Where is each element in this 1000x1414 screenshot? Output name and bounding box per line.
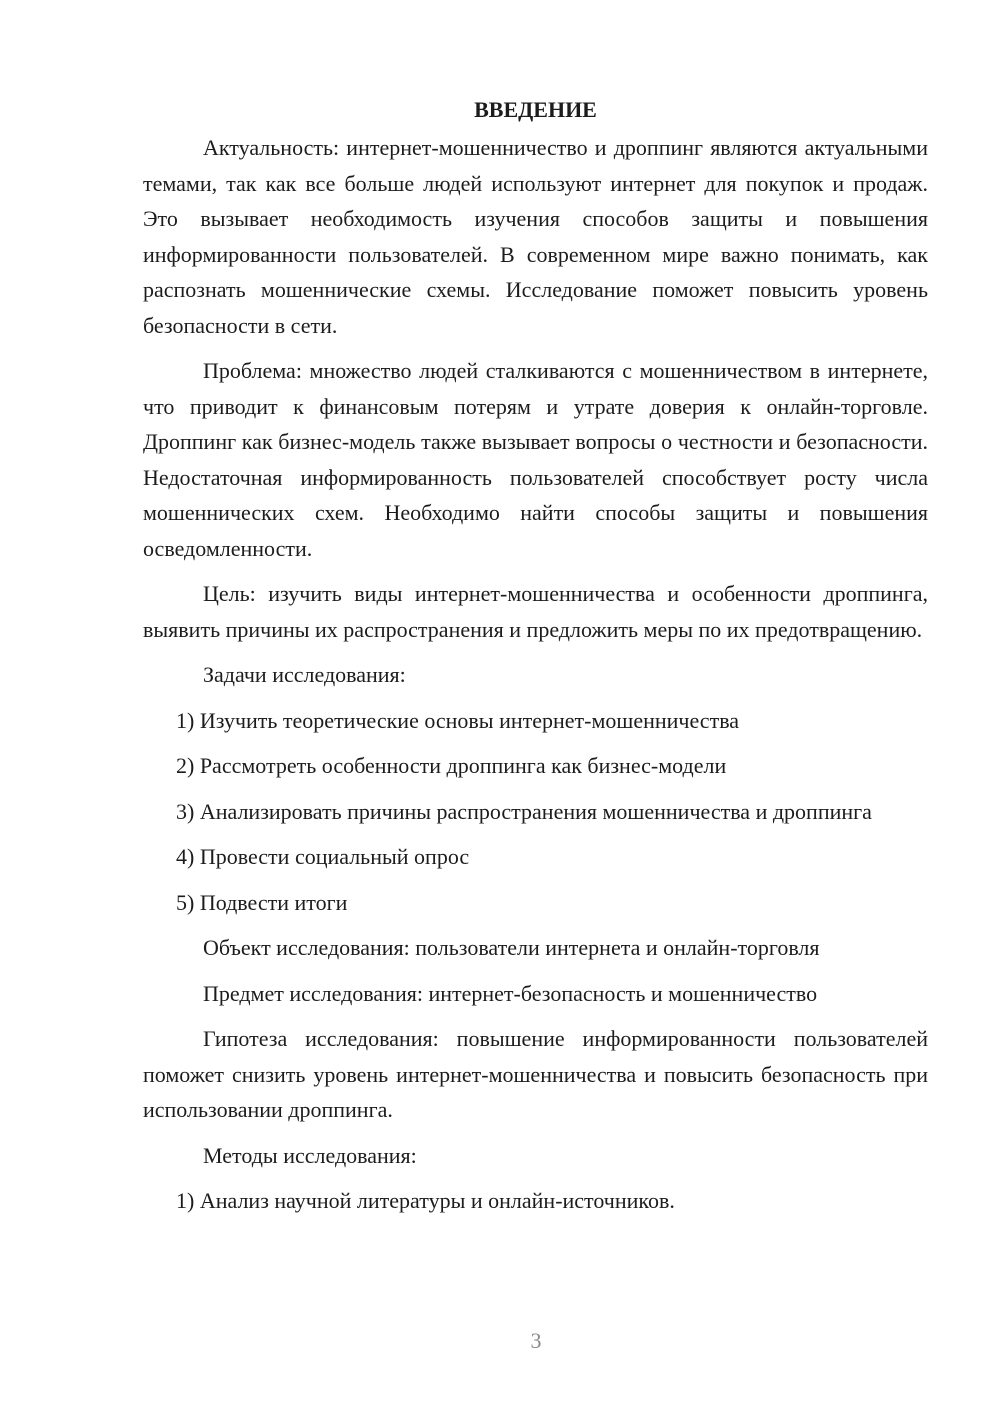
method-item: 1) Анализ научной литературы и онлайн-источников. <box>176 1188 675 1213</box>
paragraph-hypothesis: Гипотеза исследования: повышение информированности пользователей поможет снизить уровень интернет-мошенничества и повысить безопасность при использовании дроппинга. <box>143 1026 928 1122</box>
paragraph-problem: Проблема: множество людей сталкиваются с мошенничеством в интернете, что приводит к финансовым потерям и утрате доверия к онлайн-торговле. Дроппинг как бизнес-модель также вызывает вопросы о честности и безопасности. Недостаточная информированность пользователей способствует росту числа мошеннических схем. Необходимо найти способы защиты и повышения осведомленности. <box>143 358 928 561</box>
paragraph-relevance: Актуальность: интернет-мошенничество и дроппинг являются актуальными темами, так как все больше людей используют интернет для покупок и продаж. Это вызывает необходимость изучения способов защиты и повышения информированности пользователей. В современном мире важно понимать, как распознать мошеннические схемы. Исследование поможет повысить уровень безопасности в сети. <box>143 135 928 338</box>
task-item: 1) Изучить теоретические основы интернет-мошенничества <box>176 707 740 733</box>
section-title: ВВЕДЕНИЕ <box>474 97 597 122</box>
task-item: 3) Анализировать причины распространения мошенничества и дроппинга <box>176 798 872 824</box>
research-object: Объект исследования: пользователи интернета и онлайн-торговля <box>203 935 820 960</box>
paragraph-goal: Цель: изучить виды интернет-мошенничества и особенности дроппинга, выявить причины их распространения и предложить меры по их предотвращению. <box>143 581 928 642</box>
methods-heading: Методы исследования: <box>203 1142 417 1168</box>
task-item: 4) Провести социальный опрос <box>176 844 470 869</box>
page-content <box>143 92 928 1229</box>
page-number: 3 <box>530 1328 542 1353</box>
tasks-heading: Задачи исследования: <box>203 662 406 687</box>
task-item: 5) Подвести итоги <box>176 889 348 915</box>
task-item: 2) Рассмотреть особенности дроппинга как бизнес-модели <box>176 753 727 778</box>
research-subject: Предмет исследования: интернет-безопасность и мошенничество <box>203 980 818 1006</box>
